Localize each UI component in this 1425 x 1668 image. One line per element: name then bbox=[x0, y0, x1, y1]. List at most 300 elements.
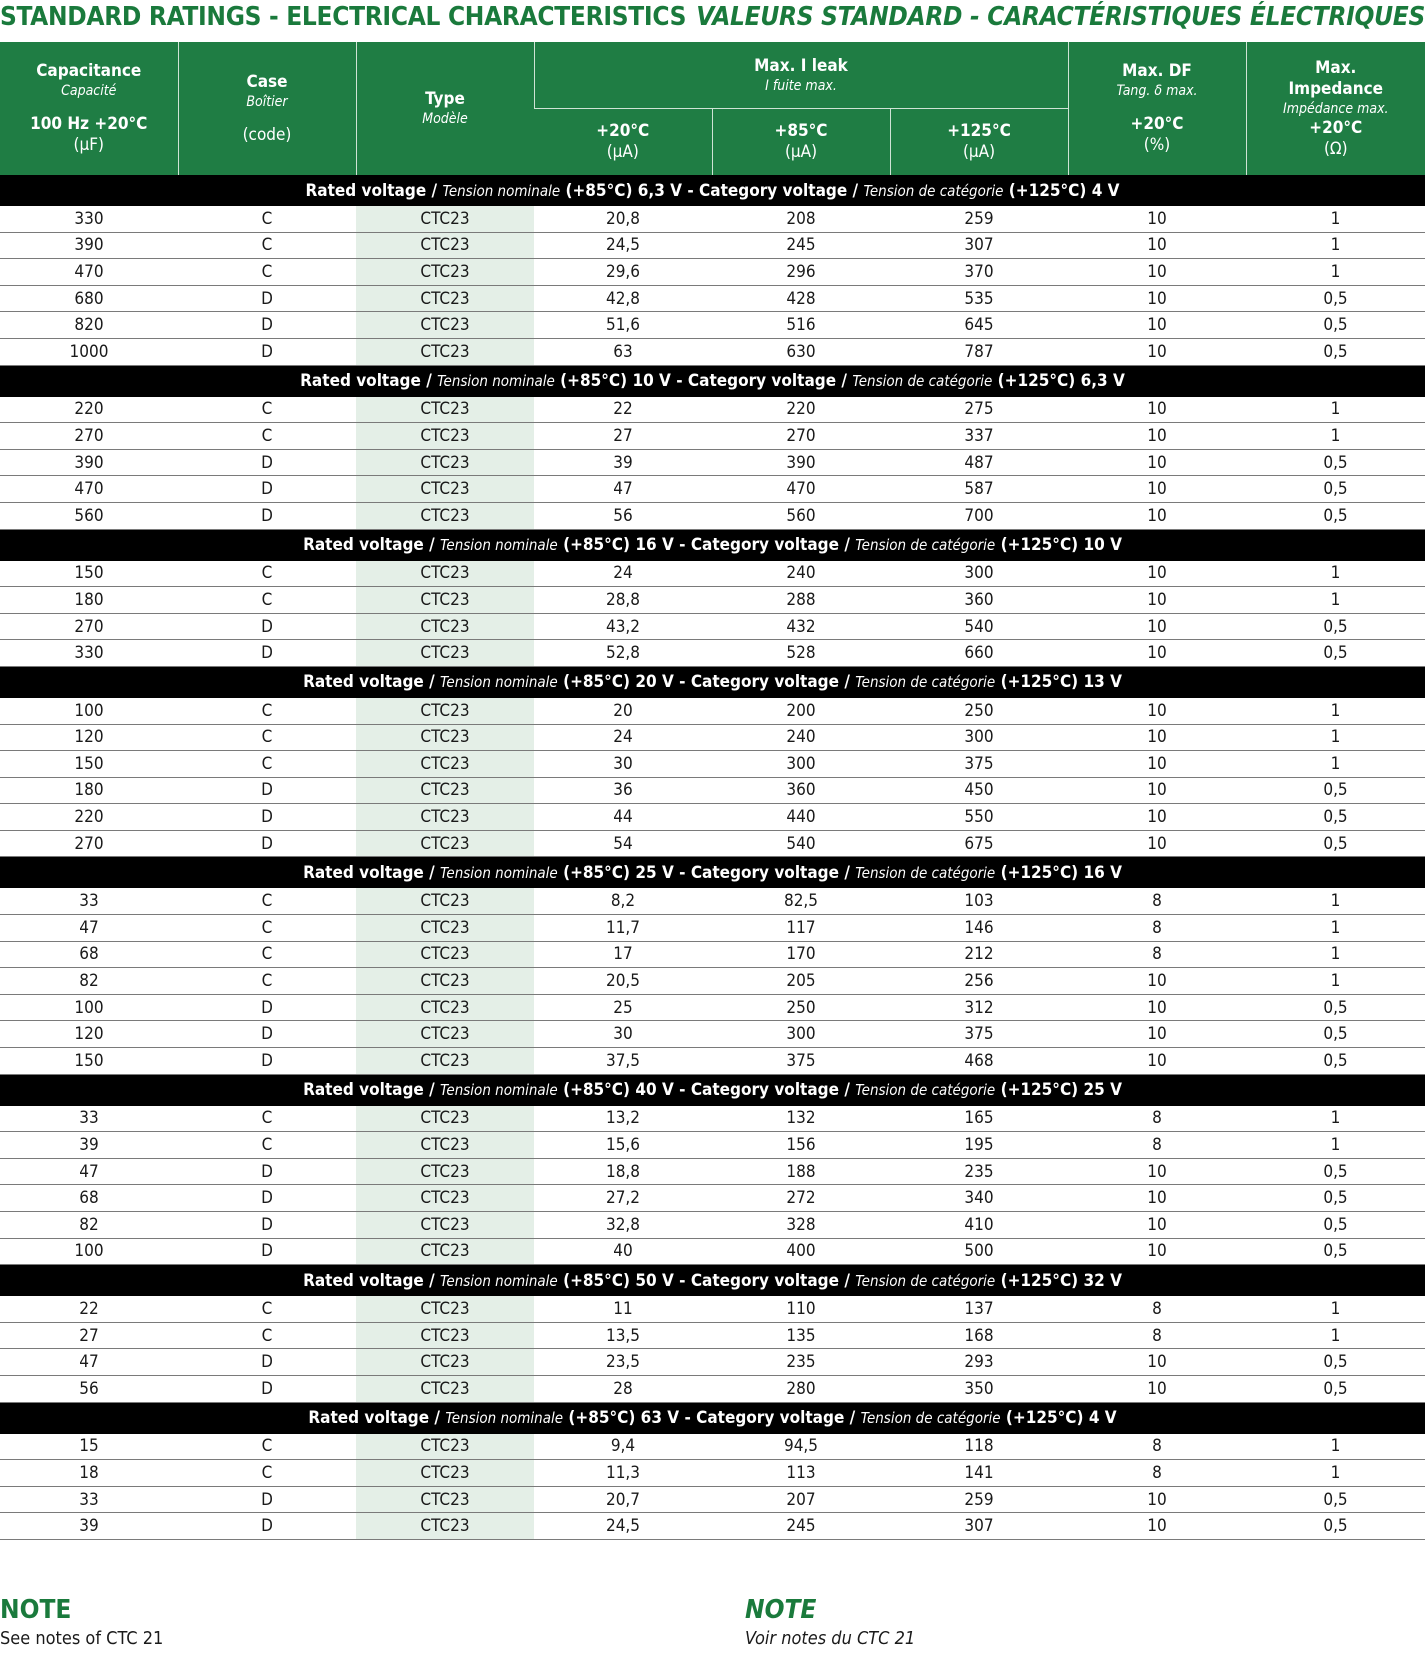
table-row bbox=[0, 640, 1425, 667]
df-cell: 10 bbox=[1068, 640, 1246, 667]
type-cell: CTC23 bbox=[356, 312, 534, 339]
ileak-125-cell: 450 bbox=[890, 777, 1068, 804]
table-row bbox=[0, 232, 1425, 259]
type-label-fr: Modèle bbox=[422, 111, 468, 127]
case-cell: C bbox=[178, 941, 356, 968]
ileak-125-cell: 259 bbox=[890, 206, 1068, 232]
case-cell: C bbox=[178, 397, 356, 423]
ileak-125-unit: (µA) bbox=[962, 142, 996, 162]
col-ileak-85-header bbox=[712, 109, 890, 176]
voltage-group-label: Rated voltage / Tension nominale (+85°C) 16 V - Category voltage / Tension de catégorie (+125°C) 10 V bbox=[0, 529, 1425, 561]
case-cell: D bbox=[178, 449, 356, 476]
table-row bbox=[0, 915, 1425, 942]
ileak-20-cell: 20 bbox=[534, 698, 712, 724]
ileak-85-cell: 390 bbox=[712, 449, 890, 476]
ratings-table bbox=[0, 42, 1425, 1540]
ileak-85-cell: 540 bbox=[712, 830, 890, 857]
ileak-125-cell: 787 bbox=[890, 338, 1068, 365]
ileak-20-cell: 27 bbox=[534, 423, 712, 450]
case-cell: C bbox=[178, 587, 356, 614]
capacitance-cell: 15 bbox=[0, 1434, 178, 1460]
note-english bbox=[0, 1594, 163, 1652]
impedance-cell: 0,5 bbox=[1246, 1513, 1425, 1540]
ileak-20-cell: 32,8 bbox=[534, 1212, 712, 1239]
capacitance-condition: 100 Hz +20°C bbox=[30, 114, 148, 134]
capacitance-cell: 120 bbox=[0, 724, 178, 751]
ileak-85-cell: 280 bbox=[712, 1375, 890, 1402]
ileak-125-cell: 195 bbox=[890, 1132, 1068, 1159]
type-cell: CTC23 bbox=[356, 640, 534, 667]
col-capacitance-header bbox=[0, 42, 178, 175]
capacitance-cell: 680 bbox=[0, 285, 178, 312]
table-row bbox=[0, 587, 1425, 614]
ileak-20-cell: 13,2 bbox=[534, 1106, 712, 1132]
impedance-cell: 0,5 bbox=[1246, 449, 1425, 476]
type-cell: CTC23 bbox=[356, 968, 534, 995]
impedance-cell: 1 bbox=[1246, 1460, 1425, 1487]
ileak-125-cell: 146 bbox=[890, 915, 1068, 942]
table-row bbox=[0, 1460, 1425, 1487]
impedance-cell: 0,5 bbox=[1246, 312, 1425, 339]
df-cell: 10 bbox=[1068, 968, 1246, 995]
ileak-85-cell: 296 bbox=[712, 259, 890, 286]
ileak-85-cell: 245 bbox=[712, 1513, 890, 1540]
note-french bbox=[745, 1594, 915, 1652]
ileak-20-cell: 43,2 bbox=[534, 613, 712, 640]
table-row bbox=[0, 449, 1425, 476]
table-row bbox=[0, 285, 1425, 312]
df-cell: 8 bbox=[1068, 1434, 1246, 1460]
df-label-fr: Tang. δ max. bbox=[1116, 83, 1198, 99]
case-cell: D bbox=[178, 777, 356, 804]
ileak-label: Max. I leak bbox=[754, 55, 848, 76]
capacitance-cell: 220 bbox=[0, 804, 178, 831]
impedance-cell: 0,5 bbox=[1246, 1185, 1425, 1212]
df-cell: 8 bbox=[1068, 888, 1246, 914]
table-row bbox=[0, 888, 1425, 914]
ileak-20-cell: 51,6 bbox=[534, 312, 712, 339]
type-cell: CTC23 bbox=[356, 1513, 534, 1540]
voltage-group-label: Rated voltage / Tension nominale (+85°C) 6,3 V - Category voltage / Tension de catégorie (+125°C) 4 V bbox=[0, 175, 1425, 206]
type-cell: CTC23 bbox=[356, 698, 534, 724]
case-cell: C bbox=[178, 751, 356, 778]
impedance-cell: 0,5 bbox=[1246, 804, 1425, 831]
capacitance-label-fr: Capacité bbox=[61, 83, 117, 99]
page-header bbox=[0, 0, 1425, 40]
capacitance-unit: (µF) bbox=[73, 135, 104, 155]
type-cell: CTC23 bbox=[356, 1375, 534, 1402]
ileak-125-cell: 250 bbox=[890, 698, 1068, 724]
case-cell: D bbox=[178, 1513, 356, 1540]
capacitance-cell: 150 bbox=[0, 751, 178, 778]
capacitance-cell: 68 bbox=[0, 941, 178, 968]
df-cell: 10 bbox=[1068, 994, 1246, 1021]
case-cell: D bbox=[178, 338, 356, 365]
ileak-125-cell: 168 bbox=[890, 1322, 1068, 1349]
ileak-85-cell: 470 bbox=[712, 476, 890, 503]
table-row bbox=[0, 1048, 1425, 1075]
df-cell: 10 bbox=[1068, 449, 1246, 476]
type-cell: CTC23 bbox=[356, 476, 534, 503]
ileak-20-cell: 24,5 bbox=[534, 232, 712, 259]
ileak-20-cell: 18,8 bbox=[534, 1158, 712, 1185]
impedance-cell: 0,5 bbox=[1246, 777, 1425, 804]
capacitance-cell: 100 bbox=[0, 994, 178, 1021]
ileak-125-cell: 540 bbox=[890, 613, 1068, 640]
df-cell: 8 bbox=[1068, 1106, 1246, 1132]
type-cell: CTC23 bbox=[356, 285, 534, 312]
df-cell: 10 bbox=[1068, 561, 1246, 587]
df-cell: 10 bbox=[1068, 1048, 1246, 1075]
ileak-20-cell: 52,8 bbox=[534, 640, 712, 667]
ileak-125-cell: 300 bbox=[890, 724, 1068, 751]
ileak-125-cell: 137 bbox=[890, 1296, 1068, 1322]
case-cell: C bbox=[178, 1434, 356, 1460]
ileak-125-cell: 300 bbox=[890, 561, 1068, 587]
impedance-cell: 0,5 bbox=[1246, 1158, 1425, 1185]
ileak-20-cell: 11,7 bbox=[534, 915, 712, 942]
ileak-85-cell: 220 bbox=[712, 397, 890, 423]
ileak-125-cell: 487 bbox=[890, 449, 1068, 476]
capacitance-cell: 560 bbox=[0, 502, 178, 529]
df-cell: 10 bbox=[1068, 1158, 1246, 1185]
ileak-85-cell: 560 bbox=[712, 502, 890, 529]
type-cell: CTC23 bbox=[356, 994, 534, 1021]
impedance-cell: 1 bbox=[1246, 1434, 1425, 1460]
ileak-125-cell: 293 bbox=[890, 1349, 1068, 1376]
df-cell: 10 bbox=[1068, 1238, 1246, 1265]
capacitance-cell: 120 bbox=[0, 1021, 178, 1048]
impedance-cell: 0,5 bbox=[1246, 830, 1425, 857]
ileak-125-cell: 141 bbox=[890, 1460, 1068, 1487]
df-cell: 10 bbox=[1068, 1021, 1246, 1048]
type-cell: CTC23 bbox=[356, 1322, 534, 1349]
ileak-125-cell: 256 bbox=[890, 968, 1068, 995]
capacitance-cell: 150 bbox=[0, 1048, 178, 1075]
df-cell: 8 bbox=[1068, 1322, 1246, 1349]
ileak-85-cell: 156 bbox=[712, 1132, 890, 1159]
ileak-125-cell: 410 bbox=[890, 1212, 1068, 1239]
ileak-20-cell: 15,6 bbox=[534, 1132, 712, 1159]
ileak-label-fr: I fuite max. bbox=[765, 77, 837, 94]
impedance-cell: 0,5 bbox=[1246, 338, 1425, 365]
table-row bbox=[0, 476, 1425, 503]
ileak-20-cell: 27,2 bbox=[534, 1185, 712, 1212]
case-label-fr: Boîtier bbox=[246, 93, 288, 110]
ileak-85-cell: 205 bbox=[712, 968, 890, 995]
case-cell: C bbox=[178, 259, 356, 286]
ileak-20-cell: 28 bbox=[534, 1375, 712, 1402]
ileak-85-cell: 240 bbox=[712, 724, 890, 751]
case-cell: D bbox=[178, 1238, 356, 1265]
type-cell: CTC23 bbox=[356, 1132, 534, 1159]
voltage-group-row bbox=[0, 1074, 1425, 1106]
voltage-group-label: Rated voltage / Tension nominale (+85°C) 40 V - Category voltage / Tension de catégorie (+125°C) 25 V bbox=[0, 1074, 1425, 1106]
capacitance-cell: 47 bbox=[0, 1158, 178, 1185]
voltage-group-row bbox=[0, 175, 1425, 206]
ileak-85-cell: 170 bbox=[712, 941, 890, 968]
capacitance-cell: 18 bbox=[0, 1460, 178, 1487]
impedance-cell: 1 bbox=[1246, 1322, 1425, 1349]
case-cell: D bbox=[178, 1349, 356, 1376]
voltage-group-label: Rated voltage / Tension nominale (+85°C) 10 V - Category voltage / Tension de catégorie (+125°C) 6,3 V bbox=[0, 365, 1425, 397]
table-row bbox=[0, 830, 1425, 857]
ileak-85-cell: 245 bbox=[712, 232, 890, 259]
impedance-label: Max. bbox=[1315, 57, 1357, 78]
ileak-125-cell: 375 bbox=[890, 751, 1068, 778]
voltage-group-label: Rated voltage / Tension nominale (+85°C) 63 V - Category voltage / Tension de catégorie (+125°C) 4 V bbox=[0, 1402, 1425, 1434]
type-cell: CTC23 bbox=[356, 338, 534, 365]
table-row bbox=[0, 1513, 1425, 1540]
case-cell: D bbox=[178, 502, 356, 529]
impedance-cell: 1 bbox=[1246, 751, 1425, 778]
df-label: Max. DF bbox=[1122, 61, 1192, 81]
df-cell: 8 bbox=[1068, 915, 1246, 942]
df-cell: 10 bbox=[1068, 285, 1246, 312]
type-cell: CTC23 bbox=[356, 1460, 534, 1487]
capacitance-cell: 270 bbox=[0, 423, 178, 450]
impedance-cell: 1 bbox=[1246, 1106, 1425, 1132]
df-cell: 10 bbox=[1068, 1375, 1246, 1402]
impedance-cell: 1 bbox=[1246, 698, 1425, 724]
df-cell: 10 bbox=[1068, 338, 1246, 365]
ileak-85-cell: 288 bbox=[712, 587, 890, 614]
col-type-header bbox=[356, 42, 534, 175]
capacitance-cell: 100 bbox=[0, 698, 178, 724]
ileak-125-cell: 535 bbox=[890, 285, 1068, 312]
ileak-85-cell: 328 bbox=[712, 1212, 890, 1239]
capacitance-cell: 220 bbox=[0, 397, 178, 423]
col-ileak-125-header bbox=[890, 109, 1068, 176]
type-cell: CTC23 bbox=[356, 206, 534, 232]
impedance-cell: 0,5 bbox=[1246, 1486, 1425, 1513]
df-cell: 10 bbox=[1068, 777, 1246, 804]
table-row bbox=[0, 259, 1425, 286]
case-cell: D bbox=[178, 285, 356, 312]
df-cell: 10 bbox=[1068, 1349, 1246, 1376]
ileak-125-cell: 165 bbox=[890, 1106, 1068, 1132]
impedance-cell: 1 bbox=[1246, 915, 1425, 942]
ileak-20-cell: 17 bbox=[534, 941, 712, 968]
capacitance-cell: 33 bbox=[0, 1486, 178, 1513]
table-row bbox=[0, 1185, 1425, 1212]
ileak-125-cell: 275 bbox=[890, 397, 1068, 423]
df-cell: 10 bbox=[1068, 312, 1246, 339]
df-cell: 8 bbox=[1068, 1132, 1246, 1159]
ileak-85-cell: 208 bbox=[712, 206, 890, 232]
type-cell: CTC23 bbox=[356, 449, 534, 476]
capacitance-cell: 39 bbox=[0, 1132, 178, 1159]
ileak-20-cell: 28,8 bbox=[534, 587, 712, 614]
ileak-85-cell: 375 bbox=[712, 1048, 890, 1075]
table-row bbox=[0, 1349, 1425, 1376]
ileak-20-cell: 24,5 bbox=[534, 1513, 712, 1540]
ileak-85-temp: +85°C bbox=[774, 121, 828, 141]
impedance-cell: 1 bbox=[1246, 941, 1425, 968]
ileak-20-cell: 39 bbox=[534, 449, 712, 476]
ileak-20-cell: 30 bbox=[534, 1021, 712, 1048]
type-cell: CTC23 bbox=[356, 724, 534, 751]
impedance-cell: 1 bbox=[1246, 888, 1425, 914]
ileak-85-unit: (µA) bbox=[784, 142, 818, 162]
case-cell: C bbox=[178, 698, 356, 724]
table-row bbox=[0, 1486, 1425, 1513]
ileak-20-cell: 37,5 bbox=[534, 1048, 712, 1075]
type-cell: CTC23 bbox=[356, 751, 534, 778]
ileak-125-cell: 307 bbox=[890, 232, 1068, 259]
impedance-cell: 0,5 bbox=[1246, 1212, 1425, 1239]
case-cell: D bbox=[178, 1021, 356, 1048]
capacitance-cell: 47 bbox=[0, 915, 178, 942]
case-cell: C bbox=[178, 1322, 356, 1349]
type-cell: CTC23 bbox=[356, 587, 534, 614]
ileak-85-cell: 630 bbox=[712, 338, 890, 365]
capacitance-cell: 33 bbox=[0, 888, 178, 914]
ileak-125-cell: 645 bbox=[890, 312, 1068, 339]
case-cell: D bbox=[178, 830, 356, 857]
df-cell: 10 bbox=[1068, 206, 1246, 232]
impedance-cell: 1 bbox=[1246, 206, 1425, 232]
ileak-20-cell: 54 bbox=[534, 830, 712, 857]
case-cell: C bbox=[178, 724, 356, 751]
type-cell: CTC23 bbox=[356, 613, 534, 640]
ileak-125-cell: 307 bbox=[890, 1513, 1068, 1540]
df-cell: 10 bbox=[1068, 830, 1246, 857]
impedance-cell: 0,5 bbox=[1246, 640, 1425, 667]
impedance-cell: 0,5 bbox=[1246, 994, 1425, 1021]
col-impedance-header bbox=[1246, 42, 1425, 175]
table-row bbox=[0, 1434, 1425, 1460]
case-cell: C bbox=[178, 1296, 356, 1322]
df-cell: 10 bbox=[1068, 587, 1246, 614]
ileak-125-temp: +125°C bbox=[947, 121, 1011, 141]
ileak-20-cell: 20,7 bbox=[534, 1486, 712, 1513]
capacitance-cell: 68 bbox=[0, 1185, 178, 1212]
case-cell: D bbox=[178, 613, 356, 640]
ileak-125-cell: 360 bbox=[890, 587, 1068, 614]
ileak-125-cell: 259 bbox=[890, 1486, 1068, 1513]
df-cell: 10 bbox=[1068, 1185, 1246, 1212]
capacitance-cell: 82 bbox=[0, 1212, 178, 1239]
capacitance-cell: 33 bbox=[0, 1106, 178, 1132]
ileak-85-cell: 272 bbox=[712, 1185, 890, 1212]
ileak-85-cell: 300 bbox=[712, 1021, 890, 1048]
ileak-20-cell: 63 bbox=[534, 338, 712, 365]
case-cell: D bbox=[178, 1185, 356, 1212]
table-row bbox=[0, 1375, 1425, 1402]
capacitance-cell: 180 bbox=[0, 777, 178, 804]
type-cell: CTC23 bbox=[356, 561, 534, 587]
ileak-85-cell: 82,5 bbox=[712, 888, 890, 914]
ileak-85-cell: 528 bbox=[712, 640, 890, 667]
df-unit: (%) bbox=[1143, 135, 1171, 155]
ileak-20-cell: 42,8 bbox=[534, 285, 712, 312]
capacitance-cell: 330 bbox=[0, 640, 178, 667]
case-cell: C bbox=[178, 1460, 356, 1487]
col-df-header bbox=[1068, 42, 1246, 175]
voltage-group-row bbox=[0, 857, 1425, 889]
ileak-85-cell: 235 bbox=[712, 1349, 890, 1376]
case-cell: C bbox=[178, 888, 356, 914]
table-row bbox=[0, 1106, 1425, 1132]
type-cell: CTC23 bbox=[356, 1349, 534, 1376]
impedance-cell: 1 bbox=[1246, 232, 1425, 259]
note-text: See notes of CTC 21 bbox=[0, 1628, 164, 1649]
case-cell: D bbox=[178, 476, 356, 503]
impedance-cell: 0,5 bbox=[1246, 613, 1425, 640]
ileak-85-cell: 132 bbox=[712, 1106, 890, 1132]
table-row bbox=[0, 777, 1425, 804]
df-cell: 10 bbox=[1068, 751, 1246, 778]
capacitance-cell: 82 bbox=[0, 968, 178, 995]
type-cell: CTC23 bbox=[356, 941, 534, 968]
ileak-85-cell: 360 bbox=[712, 777, 890, 804]
df-cell: 10 bbox=[1068, 232, 1246, 259]
impedance-cell: 1 bbox=[1246, 968, 1425, 995]
type-cell: CTC23 bbox=[356, 888, 534, 914]
ileak-125-cell: 370 bbox=[890, 259, 1068, 286]
voltage-group-row bbox=[0, 1402, 1425, 1434]
ileak-125-cell: 340 bbox=[890, 1185, 1068, 1212]
ileak-125-cell: 660 bbox=[890, 640, 1068, 667]
ileak-20-cell: 20,5 bbox=[534, 968, 712, 995]
col-ileak-20-header bbox=[534, 109, 712, 176]
df-cell: 10 bbox=[1068, 804, 1246, 831]
df-cell: 10 bbox=[1068, 259, 1246, 286]
table-row bbox=[0, 1296, 1425, 1322]
ileak-125-cell: 118 bbox=[890, 1434, 1068, 1460]
df-cell: 10 bbox=[1068, 476, 1246, 503]
df-cell: 8 bbox=[1068, 941, 1246, 968]
df-cell: 10 bbox=[1068, 698, 1246, 724]
capacitance-cell: 390 bbox=[0, 232, 178, 259]
ileak-20-cell: 9,4 bbox=[534, 1434, 712, 1460]
ileak-20-cell: 36 bbox=[534, 777, 712, 804]
table-row bbox=[0, 1158, 1425, 1185]
type-cell: CTC23 bbox=[356, 1185, 534, 1212]
ileak-20-cell: 29,6 bbox=[534, 259, 712, 286]
ileak-85-cell: 117 bbox=[712, 915, 890, 942]
type-cell: CTC23 bbox=[356, 1158, 534, 1185]
ileak-20-cell: 13,5 bbox=[534, 1322, 712, 1349]
ileak-20-cell: 11 bbox=[534, 1296, 712, 1322]
case-cell: C bbox=[178, 915, 356, 942]
type-cell: CTC23 bbox=[356, 915, 534, 942]
capacitance-cell: 820 bbox=[0, 312, 178, 339]
ileak-85-cell: 113 bbox=[712, 1460, 890, 1487]
type-cell: CTC23 bbox=[356, 259, 534, 286]
ileak-20-cell: 47 bbox=[534, 476, 712, 503]
table-row bbox=[0, 804, 1425, 831]
type-cell: CTC23 bbox=[356, 1106, 534, 1132]
ileak-85-cell: 400 bbox=[712, 1238, 890, 1265]
ileak-85-cell: 432 bbox=[712, 613, 890, 640]
case-cell: C bbox=[178, 561, 356, 587]
ileak-85-cell: 110 bbox=[712, 1296, 890, 1322]
capacitance-cell: 27 bbox=[0, 1322, 178, 1349]
type-cell: CTC23 bbox=[356, 804, 534, 831]
case-cell: C bbox=[178, 968, 356, 995]
impedance-cell: 0,5 bbox=[1246, 1021, 1425, 1048]
capacitance-cell: 150 bbox=[0, 561, 178, 587]
voltage-group-label: Rated voltage / Tension nominale (+85°C) 50 V - Category voltage / Tension de catégorie (+125°C) 32 V bbox=[0, 1265, 1425, 1297]
table-row bbox=[0, 561, 1425, 587]
ileak-125-cell: 700 bbox=[890, 502, 1068, 529]
impedance-cell: 1 bbox=[1246, 423, 1425, 450]
ileak-20-cell: 44 bbox=[534, 804, 712, 831]
capacitance-label: Capacitance bbox=[36, 61, 142, 81]
ileak-125-cell: 375 bbox=[890, 1021, 1068, 1048]
